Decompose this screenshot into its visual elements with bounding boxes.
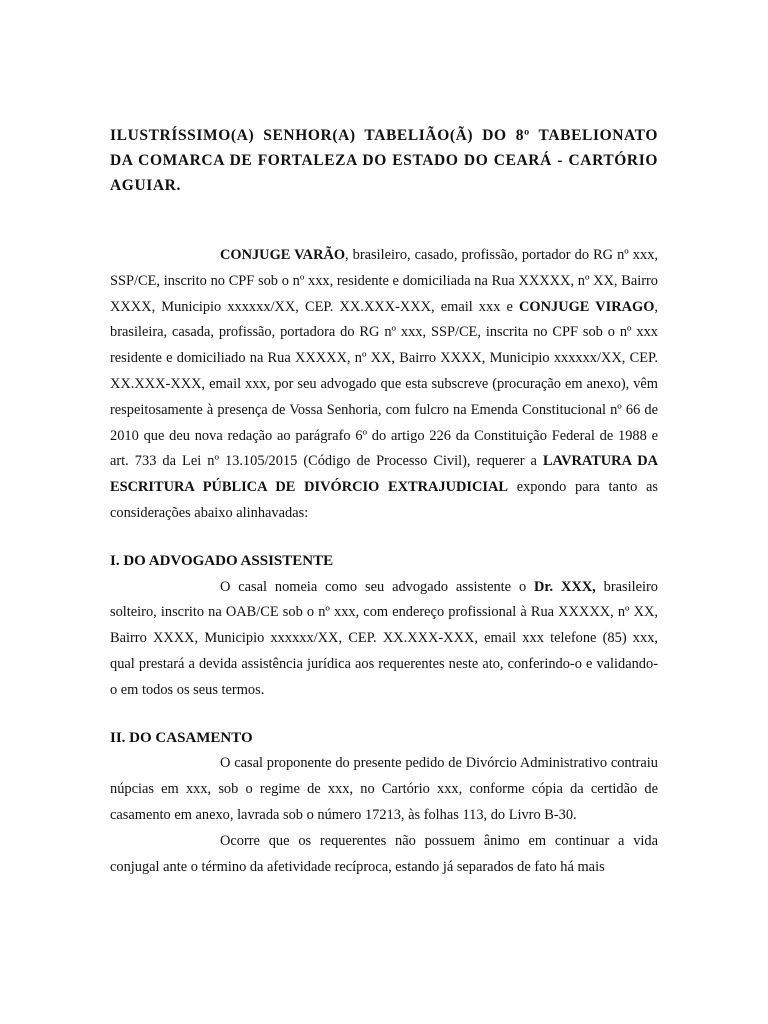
intro-text-2: , brasileira, casada, profissão, portadora do RG nº xxx, SSP/CE, inscrita no CPF sob o nº xxx residente e domiciliado na Rua XXXXX, nº XX, Bairro XXXX, Municipio xxxxxx/XX, CEP. XX.XXX-XXX, email xxx, por seu advogado que esta subscreve (procuração em anexo), vêm respeitosamente à presença de Vossa Senhoria, com fulcro na Emenda Constitucional nº 66 de 2010 que deu nova redação ao parágrafo 6º do artigo 226 da Constituição Federal de 1988 e art. 733 da Lei nº 13.105/2015 (Código de Processo Civil), requerer a <box>110 298 658 470</box>
intro-text-3: expondo para tanto as considerações abaixo alinhavadas: <box>110 479 658 521</box>
section-title-advogado: I. DO ADVOGADO ASSISTENTE <box>110 552 334 569</box>
advogado-text-1: O casal nomeia como seu advogado assistente o <box>220 578 535 595</box>
advogado-name: Dr. XXX, <box>534 578 596 595</box>
document-header: ILUSTRÍSSIMO(A) SENHOR(A) TABELIÃO(Ã) DO 8º TABELIONATO DA COMARCA DE FORTALEZA DO ESTADO DO CEARÁ - CARTÓRIO AGUIAR. <box>110 127 658 194</box>
spacer <box>110 198 658 243</box>
conjuge-varao-label: CONJUGE VARÃO <box>220 247 346 263</box>
section-title-casamento: II. DO CASAMENTO <box>110 729 253 746</box>
spacer <box>110 527 658 549</box>
intro-paragraph <box>110 243 658 527</box>
intro-text-1: , brasileiro, casado, profissão, portador do RG nº xxx, SSP/CE, inscrito no CPF sob o nº xxx, residente e domiciliada na Rua XXXXX, nº XX, Bairro XXXX, Municipio xxxxxx/XX, CEP. XX.XXX-XXX, email xxx e <box>110 247 658 315</box>
lavratura-label: LAVRATURA DA ESCRITURA PÚBLICA DE DIVÓRCIO EXTRAJUDICIAL <box>110 453 658 496</box>
casamento-paragraph-2: Ocorre que os requerentes não possuem ânimo em continuar a vida conjugal ante o término da afetividade recíproca, estando já separados de fato há mais <box>110 832 658 875</box>
advogado-paragraph <box>110 575 658 704</box>
spacer <box>110 704 658 726</box>
conjuge-virago-label: CONJUGE VIRAGO <box>519 298 655 315</box>
advogado-text-2: brasileiro solteiro, inscrito na OAB/CE sob o nº xxx, com endereço profissional à Rua XXXXX, nº XX, Bairro XXXX, Municipio xxxxxx/XX, CEP. XX.XXX-XXX, email xxx telefone (85) xxx, qual prestará a devida assistência jurídica aos requerentes neste ato, conferindo-o e validando-o em todos os seus termos. <box>110 578 658 698</box>
casamento-paragraph-1: O casal proponente do presente pedido de Divórcio Administrativo contraiu núpcias em xxx, sob o regime de xxx, no Cartório xxx, conforme cópia da certidão de casamento em anexo, lavrada sob o número 17213, às folhas 113, do Livro B-30. <box>110 755 658 823</box>
